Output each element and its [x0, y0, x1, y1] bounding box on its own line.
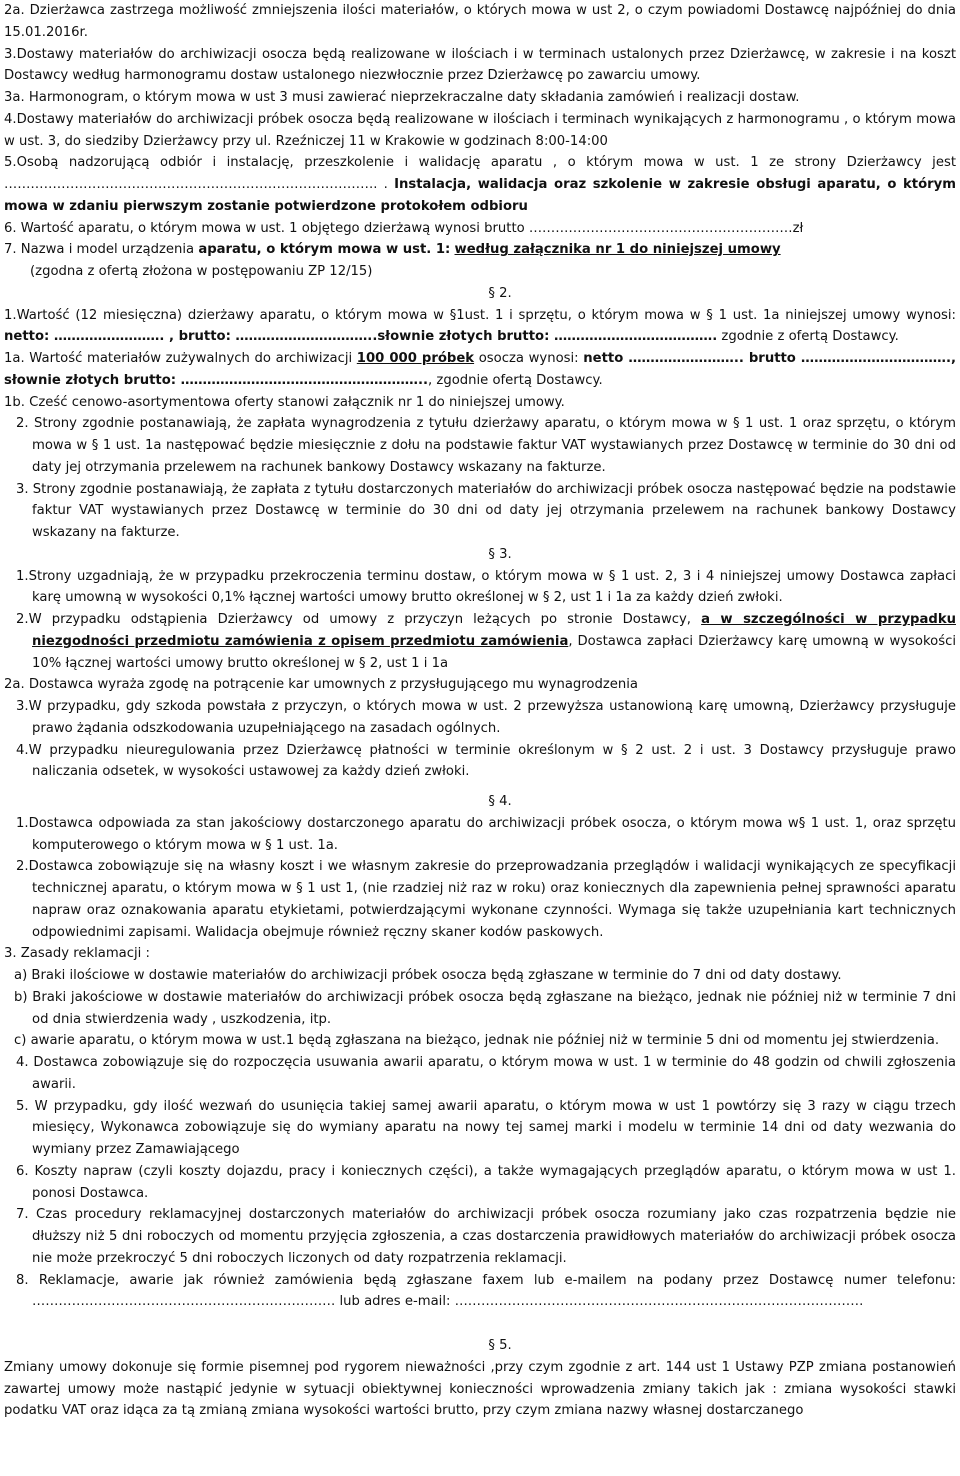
section-heading-2: § 2.: [488, 285, 512, 301]
s4-item-b: b) Braki jakościowe w dostawie materiałów do archiwizacji próbek osocza będą zgłaszane na bieżąco, jednak nie później niż w terminie 7 dni od dnia stwierdzenia wady , uszkodzenia, itp.: [14, 989, 956, 1027]
s3-paragraph-2-end: , Dostawca zapłaci Dzierżawcy karę umowną w wysokości 10% łącznej wartości umowy brutto określonej w § 2, ust 1 i 1a: [32, 633, 956, 671]
paragraph-7-text: 7. Nazwa i model urządzenia: [4, 242, 195, 258]
paragraph-5-bold: Instalacja, walidacja oraz szkolenie w zakresie obsługi aparatu, o którym mowa w zdaniu pierwszym zostanie potwierdzone protokołem odbioru: [4, 177, 957, 214]
s4-paragraph-7: 7. Czas procedury reklamacyjnej dostarczonych materiałów do archiwizacji próbek osocza rozumiany jako czas rozpatrzenia będzie nie dłuższy niż 5 dni roboczych od momentu przyjęcia zgłoszenia, a czas dostarczenia prawidłowych materiałów do archiwizacji próbek osocza nie może przekroczyć 5 dni roboczych liczonych od daty rozpatrzenia reklamacji.: [16, 1207, 956, 1266]
s2-samples-count: 100 000 próbek: [356, 351, 475, 366]
paragraph-4: 4.Dostawy materiałów do archiwizacji próbek osocza będą realizowane w ilościach i terminach wynikających z harmonogramu , o którym mowa w ust. 3, do siedziby Dzierżawcy przy ul. Rzeźniczej 11 w Krakowie w godzinach 8:00-14:00: [4, 111, 956, 149]
s2-paragraph-1b: 1b. Cześć cenowo-asortymentowa oferty stanowi załącznik nr 1 do niniejszej umowy.: [4, 394, 565, 410]
paragraph-7-bold: aparatu, o którym mowa w ust. 1:: [198, 242, 451, 258]
s4-item-c: c) awarie aparatu, o którym mowa w ust.1 będą zgłaszana na bieżąco, jednak nie później niż w terminie 5 dni od momentu jej stwierdzenia.: [14, 1033, 940, 1049]
s3-paragraph-4: 4.W przypadku nieuregulowania przez Dzierżawcę płatności w terminie określonym w § 2 ust. 2 i ust. 3 Dostawcy przysługuje prawo naliczania odsetek, w wysokości ustawowej za każdy dzień zwłoki.: [16, 742, 956, 780]
s3-paragraph-2-bold: a w szczególności w przypadku niezgodności przedmiotu zamówienia z opisem przedmiotu zamówienia: [32, 612, 956, 649]
s4-paragraph-5: 5. W przypadku, gdy ilość wezwań do usunięcia takiej samej awarii aparatu, o którym mowa w ust 1 powtórzy się 3 razy w ciągu trzech miesięcy, Wykonawca zobowiązuje się do wymiany aparatu na nowy tej samej marki i modelu w terminie 14 dni od daty wezwania do wymiany przez Zamawiającego: [16, 1098, 956, 1157]
paragraph-2a: 2a. Dzierżawca zastrzega możliwość zmniejszenia ilości materiałów, o których mowa w ust 2, o czym powiadomi Dostawcę najpóźniej do dnia 15.01.2016r.: [4, 3, 956, 40]
paragraph-7: [4, 239, 956, 261]
s3-paragraph-2-text: 2.W przypadku odstąpienia Dzierżawcy od umowy z przyczyn leżących po stronie Dostawcy,: [16, 612, 691, 627]
s2-paragraph-3: 3. Strony zgodnie postanawiają, że zapłata z tytułu dostarczonych materiałów do archiwizacji próbek osocza następować będzie na podstawie faktur VAT wystawianych przez Dostawcę w terminie do 30 dni od daty jej otrzymania przelewem na rachunek bankowy Dostawcy wskazany na fakturze.: [16, 481, 956, 540]
section-heading-4: § 4.: [488, 794, 512, 809]
s4-paragraph-2: 2.Dostawca zobowiązuje się na własny koszt i we własnym zakresie do przeprowadzania przeglądów i walidacji wynikających ze specyfikacji technicznej aparatu, o którym mowa w § 1 ust 1, (nie rzadziej niż raz w roku) oraz koniecznych dla zapewnienia pełnej sprawności aparatu napraw oraz oznakowania aparatu etykietami, potwierdzającymi wykonane czynności. Wymaga się także uzupełniania kart technicznych odpowiednimi zapisami. Walidacja obejmuje również ręczny skaner kodów paskowych.: [16, 859, 956, 940]
s2-materials-blanks: netto …………………….. brutto ……………………………., słownie złotych brutto: ………………………………………………..: [4, 351, 956, 388]
section-heading-3: § 3.: [488, 546, 512, 562]
s2-paragraph-2: 2. Strony zgodnie postanawiają, że zapłata wynagrodzenia z tytułu dzierżawy aparatu, o którym mowa w § 1 ust. 1 oraz sprzętu, o którym mowa w § 1 ust. 1a następować będzie miesięcznie z dołu na podstawie faktur VAT wystawianych przez Dostawcę w terminie do 30 dni od daty jej otrzymania przelewem na rachunek bankowy Dostawcy wskazany na fakturze.: [16, 416, 956, 475]
paragraph-7-note: (zgodna z ofertą złożona w postępowaniu ZP 12/15): [30, 264, 373, 279]
paragraph-3: 3.Dostawy materiałów do archiwizacji osocza będą realizowane w ilościach i w terminach ustalonych przez Dzierżawcę, w zakresie i na koszt Dostawcy według harmonogramu dostaw ustalonego niezwłocznie przez Dzierżawcę po zawarciu umowy.: [4, 46, 956, 84]
s2-paragraph-1-end: zgodnie z ofertą Dostawcy.: [721, 329, 899, 345]
s4-paragraph-3: 3. Zasady reklamacji :: [4, 946, 150, 962]
section-heading-5: § 5.: [488, 1338, 512, 1353]
s2-paragraph-1-text: 1.Wartość (12 miesięczna) dzierżawy aparatu, o którym mowa w §1ust. 1 i sprzętu, o którym mowa w § 1 ust. 1a niniejszej umowy wynosi:: [4, 307, 956, 323]
s4-paragraph-6: 6. Koszty napraw (czyli koszty dojazdu, pracy i koniecznych części), a także wymagających przeglądów aparatu, o którym mowa w ust 1. ponosi Dostawca.: [16, 1163, 956, 1201]
s4-paragraph-1: 1.Dostawca odpowiada za stan jakościowy dostarczonego aparatu do archiwizacji próbek osocza, o którym mowa w§ 1 ust. 1, oraz sprzętu komputerowego o którym mowa w § 1 ust. 1a.: [16, 815, 956, 853]
s3-paragraph-3: 3.W przypadku, gdy szkoda powstała z przyczyn, o których mowa w ust. 2 przewyższa ustanowioną karę umowną, Dzierżawcy przysługuje prawo żądania odszkodowania uzupełniającego na zasadach ogólnych.: [16, 699, 956, 736]
paragraph-7-annex: według załącznika nr 1 do niniejszej umowy: [454, 242, 781, 258]
supervisor-blank: …………………………………………………………………………. .: [4, 177, 388, 192]
paragraph-6: 6. Wartość aparatu, o którym mowa w ust. 1 objętego dzierżawą wynosi brutto ……………………………………………………zł: [4, 220, 804, 236]
spacer: [4, 783, 956, 791]
s4-item-a: a) Braki ilościowe w dostawie materiałów do archiwizacji próbek osocza będą zgłaszane w terminie do 7 dni od daty dostawy.: [14, 968, 842, 983]
s5-paragraph-1: Zmiany umowy dokonuje się formie pisemnej pod rygorem nieważności ,przy czym zgodnie z art. 144 ust 1 Ustawy PZP zmiana postanowień zawartej umowy może nastąpić jedynie w sytuacji obiektywnej konieczności wprowadzenia zmiany takich jak : zmiana wysokości stawki podatku VAT oraz idąca za tą zmianą zmiana wysokości wartości brutto, przy czym zmiana nazwy własnej dostarczanego: [4, 1359, 956, 1419]
s2-paragraph-1: [4, 305, 956, 349]
s3-paragraph-2a: 2a. Dostawca wyraża zgodę na potrącenie kar umownych z przysługującego mu wynagrodzenia: [4, 677, 638, 693]
s4-paragraph-8: 8. Reklamacje, awarie jak również zamówienia będą zgłaszane faxem lub e-mailem na podany przez Dostawcę numer telefonu: …………………………………………………………… lub adres e-mail: …………………………………………………………………………………: [16, 1272, 956, 1310]
s2-amount-blanks: netto: ……………………. , brutto: …………………………..słownie złotych brutto: ……………………………….: [4, 329, 718, 345]
spacer: [4, 1313, 956, 1335]
s2-paragraph-1a-text: 1a. Wartość materiałów zużywalnych do archiwizacji: [4, 351, 353, 366]
s4-paragraph-4: 4. Dostawca zobowiązuje się do rozpoczęcia usuwania awarii aparatu, o którym mowa w ust. 1 w terminie do 48 godzin od chwili zgłoszenia awarii.: [16, 1055, 956, 1092]
s2-paragraph-1a-text2: osocza wynosi:: [478, 351, 579, 366]
s3-paragraph-2: [4, 609, 956, 674]
s3-paragraph-1: 1.Strony uzgadniają, że w przypadku przekroczenia terminu dostaw, o którym mowa w § 1 ust. 2, 3 i 4 niniejszej umowy Dostawca zapłaci karę umowną w wysokości 0,1% łącznej wartości umowy brutto określonej w § 2, ust 1 i 1a za każdy dzień zwłoki.: [16, 568, 956, 606]
paragraph-3a: 3a. Harmonogram, o którym mowa w ust 3 musi zawierać nieprzekraczalne daty składania zamówień i realizacji dostaw.: [4, 90, 800, 105]
s2-paragraph-1a-end: , zgodnie ofertą Dostawcy.: [428, 372, 603, 388]
paragraph-5: [4, 152, 956, 217]
paragraph-5-text: 5.Osobą nadzorującą odbiór i instalację, przeszkolenie i walidację aparatu , o którym mowa w ust. 1 ze strony Dzierżawcy jest: [4, 155, 956, 171]
s2-paragraph-1a: [4, 348, 956, 392]
